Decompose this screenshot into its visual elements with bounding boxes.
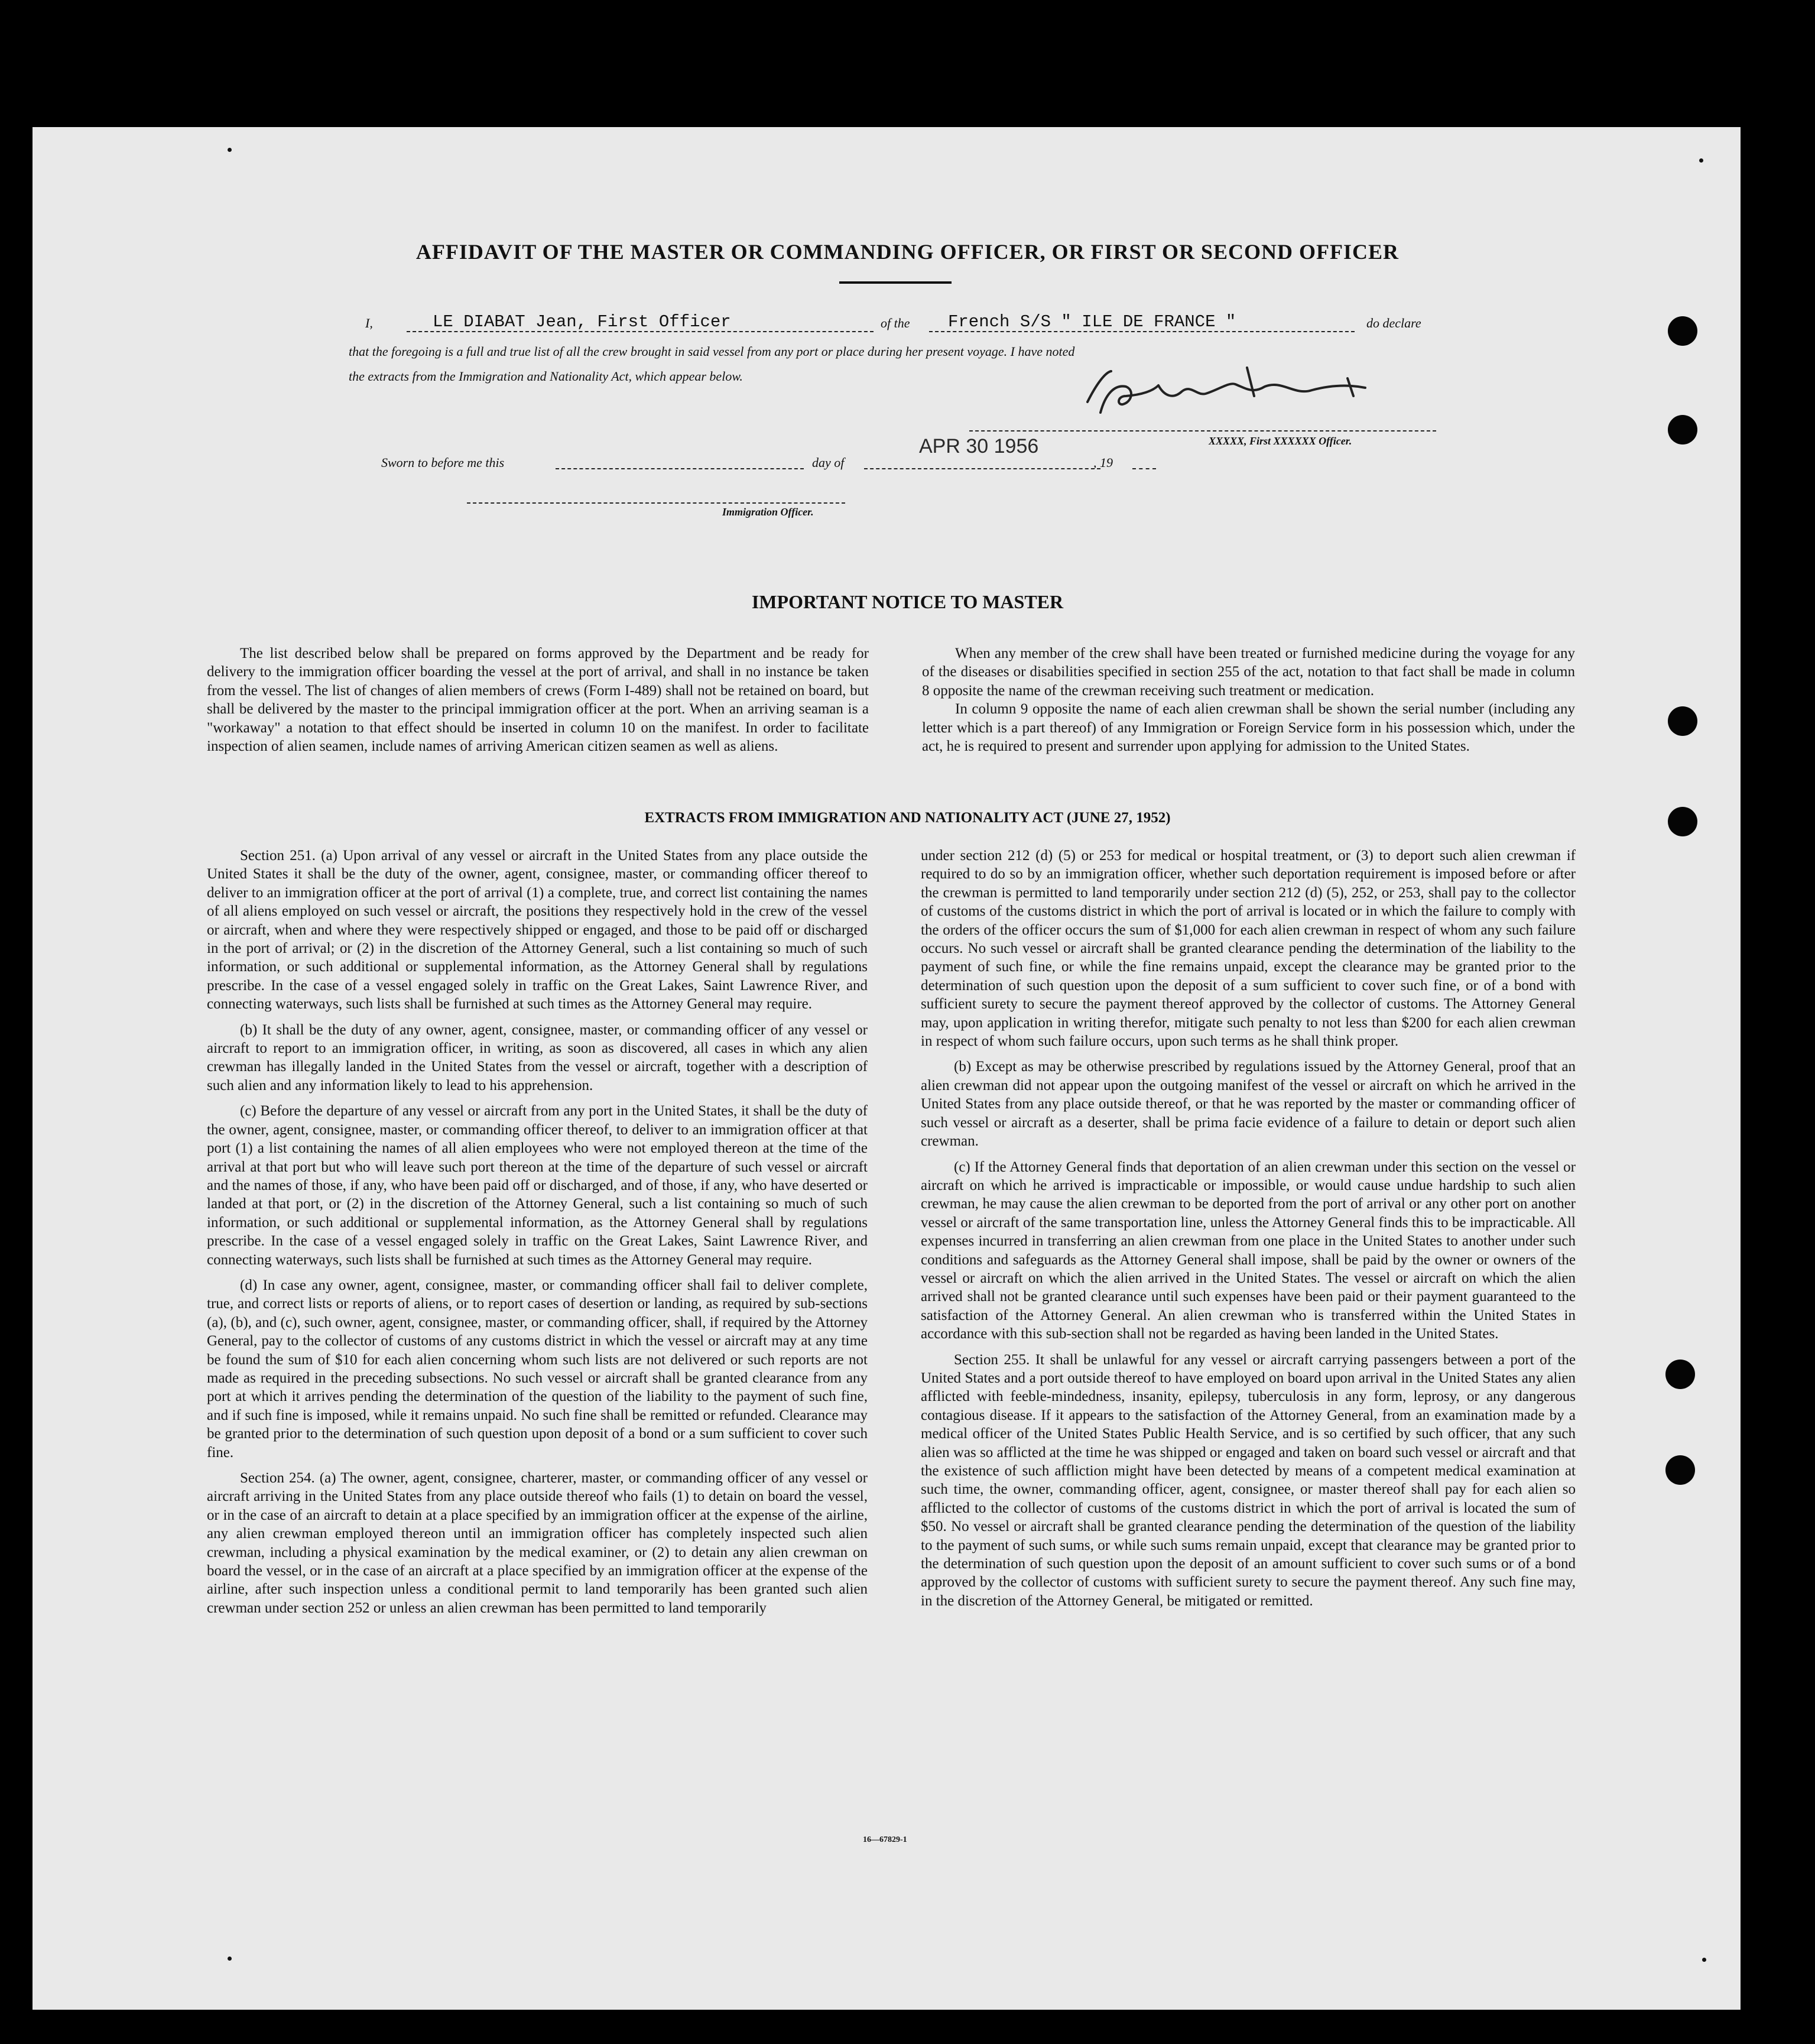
- form-code: 16—67829-1: [863, 1835, 907, 1844]
- speck: [1699, 158, 1703, 163]
- binder-hole: [1668, 706, 1697, 736]
- speck: [1702, 1958, 1706, 1962]
- extracts-title: EXTRACTS FROM IMMIGRATION AND NATIONALITY ACT (JUNE 27, 1952): [644, 810, 1171, 826]
- notice-right-paragraph-2: In column 9 opposite the name of each alien crewman shall be shown the serial number (including any letter which is a part thereof) of any Immigration or Foreign Service form in his possession which, under the act, he is required to present and surrender upon applying for admission to the United States.: [922, 701, 1575, 755]
- notice-title: IMPORTANT NOTICE TO MASTER: [751, 591, 1064, 612]
- affidavit-title: AFFIDAVIT OF THE MASTER OR COMMANDING OFFICER, OR FIRST OR SECOND OFFICER: [415, 240, 1400, 264]
- officer-caption: XXXXX, First XXXXXX Officer.: [1209, 435, 1352, 447]
- affidavit-line-3: the extracts from the Immigration and Nationality Act, which appear below.: [349, 369, 743, 384]
- section-254-a: Section 254. (a) The owner, agent, consignee, charterer, master, or commanding officer of any vessel or aircraft arriving in the United States from any place outside thereof who fails (1) to detain on board the vessel, or in the case of an aircraft to detain at a place specified by an immigration officer at the expense of the airline, any alien crewman employed thereon until an immigration officer has completely inspected such alien crewman, including a physical examination by the medical examiner, or (2) to detain any alien crewman on board the vessel, or in the case of an aircraft at a place specified by an immigration officer at the expense of the airline, after such inspection unless a conditional permit to land temporarily has been granted such alien crewman under section 252 or unless an alien crewman has been permitted to land temporarily: [207, 1470, 868, 1616]
- section-251-c: (c) Before the departure of any vessel or aircraft from any port in the United States, it shall be the duty of the owner, agent, consignee, master, or commanding officer thereof, to deliver to an immigration officer at that port (1) a list containing the names of all alien employees who were not employed thereon at the time of the arrival at that port but who will leave such port thereon at the time of the departure of such vessel or aircraft and the names of those, if any, who have been paid off or discharged, and of those, if any, who have deserted or landed at that port, or (2) in the discretion of the Attorney General, such a list containing so much of such information, or such additional or supplemental information, as the Attorney General shall by regulations prescribe. In the case of a vessel engaged solely in traffic on the Great Lakes, Saint Lawrence River, and connecting waterways, such lists shall be furnished at such times as the Attorney General may require.: [207, 1103, 868, 1268]
- do-declare-label: do declare: [1366, 316, 1421, 330]
- binder-hole: [1668, 415, 1697, 445]
- section-251-b: (b) It shall be the duty of any owner, agent, consignee, master, or commanding officer of any vessel or aircraft to report to an immigration officer, in writing, as soon as discovered, all cases in which any alien crewman has illegally landed in the United States from the vessel or aircraft, together with a description of such alien and any information likely to lead to his apprehension.: [207, 1021, 868, 1094]
- date-stamp: APR 30 1956: [919, 435, 1039, 458]
- affidavit-line-2: that the foregoing is a full and true list of all the crew brought in said vessel from any port or place during her present voyage. I have noted: [349, 344, 1075, 359]
- month-line: [864, 468, 1100, 469]
- year-line: [1132, 468, 1156, 469]
- of-the-label: of the: [881, 316, 910, 330]
- officer-signature: [1070, 361, 1377, 426]
- binder-hole: [1668, 316, 1697, 346]
- sworn-day-line: [556, 468, 804, 469]
- immigration-officer-caption: Immigration Officer.: [722, 506, 814, 518]
- section-254-a-continued: under section 212 (d) (5) or 253 for medical or hospital treatment, or (3) to deport such alien crewman if required to do so by an immigration officer, whether such deportation requirement is imposed before or after the crewman is permitted to land temporarily under section 212 (d) (5), 252, or 253, shall pay to the collector of customs of the customs district in which the port of arrival is located or in which the failure to comply with the orders of the officer occurs the sum of $1,000 for each alien crewman in respect of whom any such failure occurs. No such vessel or aircraft shall be granted clearance pending the determination of the liability to the payment of such fine, or while the fine remains unpaid, except the clearance may be granted prior to the determination of such question upon the deposit of a sum sufficient to cover such fine, or of a bond with sufficient surety to secure the payment thereof approved by the collector of customs. The Attorney General may, upon application in writing therefor, mitigate such penalty to not less than $200 for each alien crewman in respect of whom such failure occurs, upon such terms as he shall think proper.: [921, 848, 1576, 1050]
- notice-left-column: [207, 644, 869, 763]
- day-of-label: day of: [812, 455, 845, 470]
- extracts-left-column: [207, 846, 868, 1624]
- year-label: , 19: [1093, 455, 1113, 470]
- section-251-a: Section 251. (a) Upon arrival of any vessel or aircraft in the United States from any place outside the United States it shall be the duty of the owner, agent, consignee, master, or commanding officer thereof to deliver to an immigration officer at the port of arrival (1) a complete, true, and correct list containing the names of all aliens employed on such vessel or aircraft, the positions they respectively hold in the crew of the vessel or aircraft, when and where they were respectively shipped or engaged, and those to be paid off or discharged in the port of arrival; or (2) in the discretion of the Attorney General, such a list containing so much of such information, or such additional or supplemental information, as the Attorney General shall by regulations prescribe. In the case of a vessel engaged solely in traffic on the Great Lakes, Saint Lawrence River, and connecting waterways, such lists shall be furnished at such times as the Attorney General may require.: [207, 848, 868, 1013]
- notice-right-column: [922, 644, 1575, 763]
- section-254-b: (b) Except as may be otherwise prescribed by regulations issued by the Attorney General, proof that an alien crewman did not appear upon the outgoing manifest of the vessel or aircraft on which he arrived in the United States from any place outside thereof, or that he was reported by the master or commanding officer of such vessel or aircraft as a deserter, shall be prima facie evidence of a failure to detain or deport such alien crewman.: [921, 1059, 1576, 1150]
- notice-right-paragraph-1: When any member of the crew shall have been treated or furnished medicine during the voyage for any of the diseases or disabilities specified in section 255 of the act, notation to that fact shall be made in column 8 opposite the name of the crewman receiving such treatment or medication.: [922, 645, 1575, 699]
- notice-left-paragraph: The list described below shall be prepared on forms approved by the Department and be ready for delivery to the immigration officer boarding the vessel at the port of arrival, and shall in no instance be taken from the vessel. The list of changes of alien members of crews (Form I-489) shall not be retained on board, but shall be delivered by the master to the principal immigration officer at the port. When an arriving seaman is a "workaway" a notation to that effect should be inserted in column 10 on the manifest. In order to facilitate inspection of alien seamen, include names of arriving American citizen seamen as well as aliens.: [207, 645, 869, 755]
- signature-line: [969, 430, 1436, 431]
- immigration-officer-line: [467, 502, 845, 504]
- title-rule: [839, 281, 952, 284]
- sworn-label: Sworn to before me this: [381, 455, 505, 470]
- section-254-c: (c) If the Attorney General finds that deportation of an alien crewman under this section on the vessel or aircraft on which he arrived is impracticable or impossible, or would cause undue hardship to such alien crewman, he may cause the alien crewman to be deported from the port of arrival or any other port on another vessel or aircraft of the same transportation line, unless the Attorney General finds this to be impracticable. All expenses incurred in transferring an alien crewman from one place in the United States to another under such conditions and safeguards as the Attorney General shall impose, shall be paid by the owner or owners of the vessel or aircraft on which the alien arrived in the United States. The vessel or aircraft on which the alien arrived shall not be granted clearance until such expenses have been paid or their payment guaranteed to the satisfaction of the Attorney General. An alien crewman who is transferred within the United States in accordance with this sub-section shall not be regarded as having been landed in the United States.: [921, 1159, 1576, 1342]
- binder-hole: [1665, 1455, 1695, 1485]
- vessel-name: French S/S " ILE DE FRANCE ": [948, 312, 1236, 332]
- section-251-d: (d) In case any owner, agent, consignee, master, or commanding officer shall fail to deliver complete, true, and correct lists or reports of aliens, or to report cases of desertion or landing, as required by sub-sections (a), (b), and (c), such owner, agent, consignee, master, or commanding officer, shall, if required by the Attorney General, pay to the collector of customs of any customs district in which the vessel or aircraft may at any time be found the sum of $10 for each alien concerning whom such lists are not delivered or such reports are not made as required in the preceding subsections. No such vessel or aircraft shall be granted clearance from any port at which it arrives pending the determination of the question of the liability to the payment of such fine, and if such fine is imposed, while it remains unpaid. No such fine shall be remitted or refunded. Clearance may be granted prior to the determination of such question upon deposit of a bond or a sum sufficient to cover such fine.: [207, 1277, 868, 1461]
- binder-hole: [1665, 1360, 1695, 1389]
- i-label: I,: [365, 316, 373, 330]
- speck: [228, 1957, 232, 1961]
- extracts-right-column: [921, 846, 1576, 1617]
- speck: [228, 148, 232, 152]
- declarant-name: LE DIABAT Jean, First Officer: [433, 312, 731, 332]
- section-255: Section 255. It shall be unlawful for any vessel or aircraft carrying passengers between a port of the United States and a port outside thereof to have employed on board upon arrival in the United States any alien afflicted with feeble-mindedness, insanity, epilepsy, tuberculosis in any form, leprosy, or any dangerous contagious disease. If it appears to the satisfaction of the Attorney General, from an examination made by a medical officer of the United States Public Health Service, and is so certified by such officer, that any such alien was so afflicted at the time he was shipped or engaged and taken on board such vessel or aircraft and that the existence of such affliction might have been detected by means of a competent medical examination at such time, the owner, commanding officer, agent, consignee, or master thereof shall pay for each alien so afflicted to the collector of customs of the customs district in which the port of arrival is located the sum of $50. No vessel or aircraft shall be granted clearance pending the determination of the question of the liability to the payment of such sums, or while such sums remain unpaid, except that clearance may be granted prior to the determination of such question upon the deposit of an amount sufficient to cover such sums or of a bond approved by the collector of customs with sufficient surety to secure the payment thereof. Any such fine may, in the discretion of the Attorney General, be mitigated or remitted.: [921, 1351, 1576, 1609]
